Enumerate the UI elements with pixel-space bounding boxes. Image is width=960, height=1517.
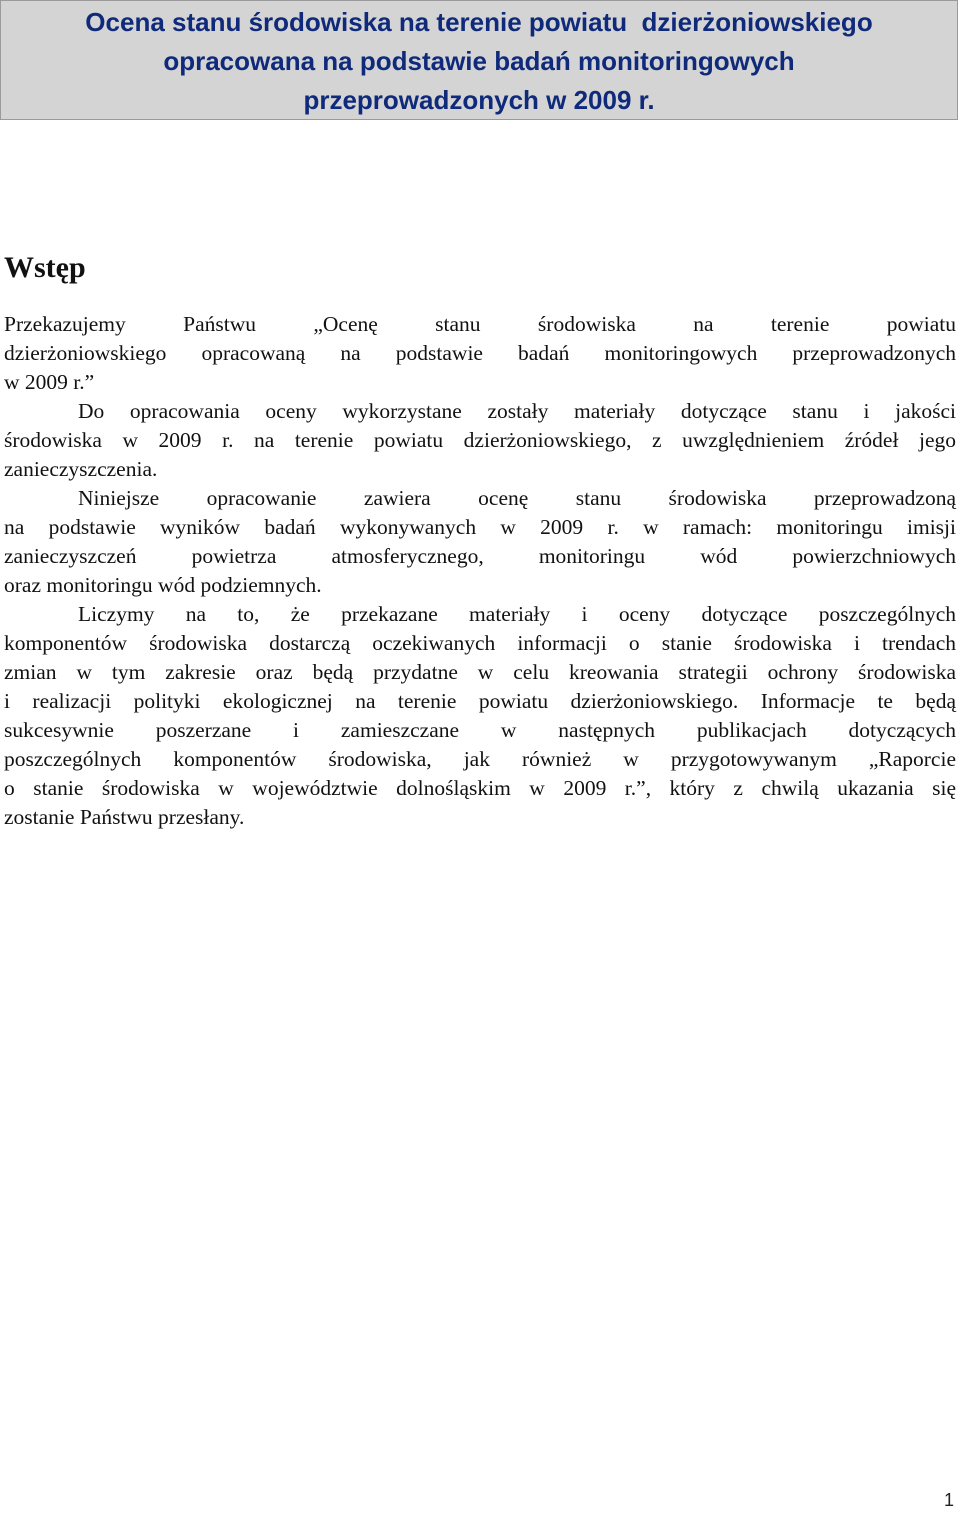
- paragraph-intro: [4, 310, 956, 397]
- title-line: opracowana na podstawie badań monitoringowych: [163, 46, 795, 76]
- paragraph-line: Przekazujemy Państwu „Ocenę stanu środowiska na terenie powiatu: [4, 312, 956, 336]
- paragraph-scope: [4, 484, 956, 600]
- paragraph-line: oraz monitoringu wód podziemnych.: [4, 573, 322, 597]
- document-title: [1, 1, 957, 120]
- paragraph-line: zanieczyszczenia.: [4, 457, 158, 481]
- document-body: [4, 310, 956, 832]
- paragraph-line: środowiska w 2009 r. na terenie powiatu dzierżoniowskiego, z uwzględnieniem źródeł jego: [4, 428, 956, 452]
- paragraph-line: o stanie środowiska w województwie dolnośląskim w 2009 r.”, który z chwilą ukazania się: [4, 776, 956, 800]
- paragraph-line: zmian w tym zakresie oraz będą przydatne w celu kreowania strategii ochrony środowiska: [4, 660, 956, 684]
- paragraph-line: Do opracowania oceny wykorzystane zostały materiały dotyczące stanu i jakości: [78, 399, 956, 423]
- paragraph-line: i realizacji polityki ekologicznej na terenie powiatu dzierżoniowskiego. Informacje te będą: [4, 689, 956, 713]
- paragraph-line: komponentów środowiska dostarczą oczekiwanych informacji o stanie środowiska i trendach: [4, 631, 956, 655]
- paragraph-closing: [4, 600, 956, 832]
- paragraph-line: zanieczyszczeń powietrza atmosferycznego, monitoringu wód powierzchniowych: [4, 544, 956, 568]
- paragraph-line: Niniejsze opracowanie zawiera ocenę stanu środowiska przeprowadzoną: [78, 486, 956, 510]
- paragraph-line: sukcesywnie poszerzane i zamieszczane w następnych publikacjach dotyczących: [4, 718, 956, 742]
- paragraph-line: Liczymy na to, że przekazane materiały i oceny dotyczące poszczególnych: [78, 602, 956, 626]
- title-box: [0, 0, 958, 120]
- paragraph-line: dzierżoniowskiego opracowaną na podstawie badań monitoringowych przeprowadzonych: [4, 341, 956, 365]
- paragraph-line: poszczególnych komponentów środowiska, jak również w przygotowywanym „Raporcie: [4, 747, 956, 771]
- title-line: Ocena stanu środowiska na terenie powiatu dzierżoniowskiego: [85, 7, 873, 37]
- title-line: przeprowadzonych w 2009 r.: [303, 85, 655, 115]
- section-heading: Wstęp: [4, 251, 86, 284]
- page-number: 1: [943, 1490, 954, 1510]
- paragraph-line: na podstawie wyników badań wykonywanych w 2009 r. w ramach: monitoringu imisji: [4, 515, 956, 539]
- paragraph-line: w 2009 r.”: [4, 370, 95, 394]
- paragraph-line: zostanie Państwu przesłany.: [4, 805, 245, 829]
- paragraph-materials: [4, 397, 956, 484]
